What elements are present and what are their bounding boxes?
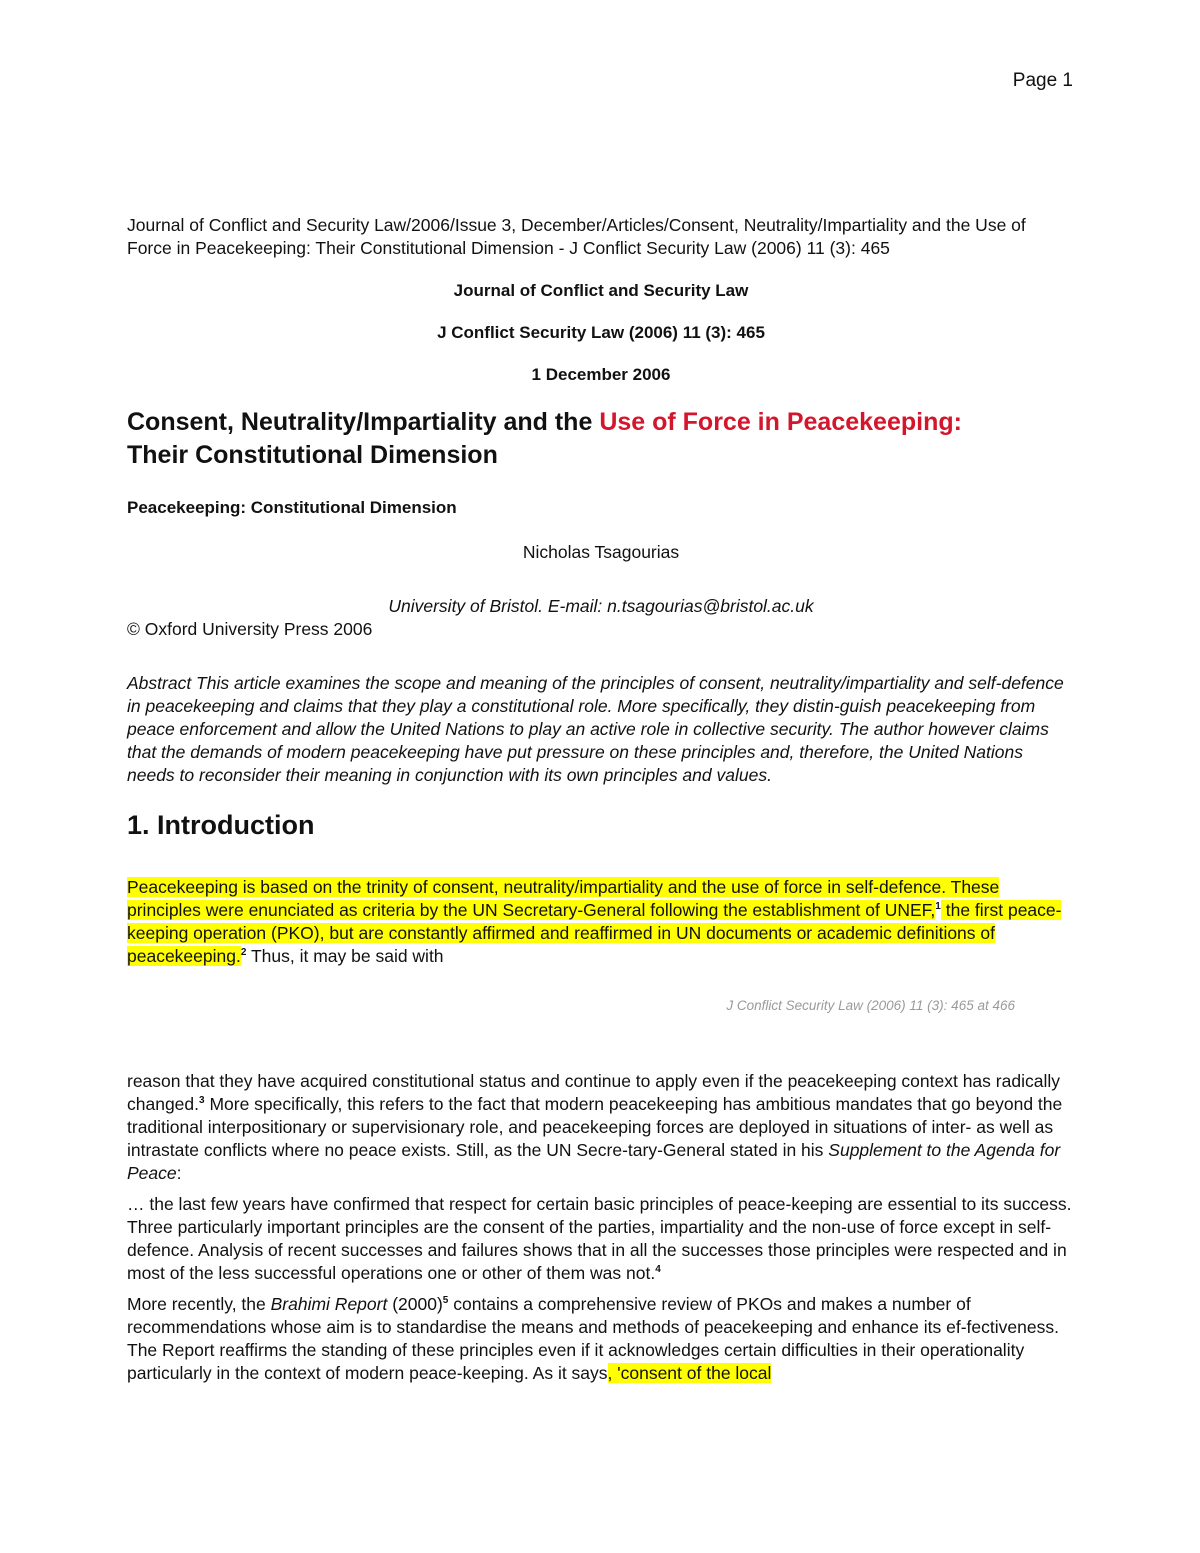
breadcrumb: Journal of Conflict and Security Law/2006/Issue 3, December/Articles/Consent, Neutrality/Impartiality and the Use of Force in Peacekeeping: Their Constitutional Dimension - J Conflict Security Law (2006) 11 (3): 465 — [127, 215, 1026, 258]
document-body — [127, 214, 1075, 1385]
quote-text: … the last few years have confirmed that respect for certain basic principles of peace-keeping are essential to its success. Three particularly important principles are the consent of the parties, impartiality and the non-use of force except in self-defence. Analysis of recent successes and failures shows that in all the successes those principles were respected and in most of the less successful operations one or other of them was not. — [127, 1194, 1072, 1283]
block-quote — [127, 1193, 1075, 1285]
running-head: J Conflict Security Law (2006) 11 (3): 465 at 466 — [726, 998, 1015, 1013]
abstract: Abstract This article examines the scope and meaning of the principles of consent, neutrality/impartiality and self-defence in peacekeeping and claims that they play a constitutional role. More specifically, they distin-guish peacekeeping from peace enforcement and allow the United Nations to play an active role in collective security. The author however claims that the demands of modern peacekeeping have put pressure on these principles and, therefore, the United Nations needs to reconsider their meaning in conjunction with its own principles and values. — [127, 673, 1064, 785]
para-text: reason that they have acquired constitutional status and continue to apply even if the peacekeeping context has radically changed. — [127, 1071, 1060, 1114]
highlighted-text: , 'consent of the local — [607, 1363, 772, 1383]
publication-date: 1 December 2006 — [531, 365, 671, 384]
title-highlight[interactable]: Use of Force in Peacekeeping: — [599, 408, 962, 436]
footnote-ref-1[interactable]: 1 — [935, 901, 941, 913]
footnote-ref-3[interactable]: 3 — [199, 1095, 205, 1107]
para-text: More recently, the — [127, 1294, 271, 1314]
footnote-ref-2[interactable]: 2 — [240, 947, 247, 959]
italic-title: Supplement to the Agenda for Peace — [127, 1140, 1061, 1183]
para-text: More specifically, this refers to the fact that modern peacekeeping has ambitious mandates that go beyond the traditional interpositionary or supervisionary role, and peacekeeping forces are deployed in situations of inter- as well as intrastate conflicts where no peace exists. Still, as the UN Secre-tary-General stated in his — [127, 1094, 1063, 1160]
footnote-ref-4[interactable]: 4 — [655, 1264, 661, 1276]
author-name: Nicholas Tsagourias — [522, 542, 680, 562]
title-part2: Their Constitutional Dimension — [127, 441, 498, 469]
italic-title: Brahimi Report — [270, 1294, 388, 1314]
title-part1: Consent, Neutrality/Impartiality and the — [127, 408, 600, 436]
footnote-ref-5[interactable]: 5 — [442, 1295, 449, 1307]
copyright: © Oxford University Press 2006 — [127, 619, 373, 639]
highlighted-text: Peacekeeping is based on the trinity of consent, neutrality/impartiality and the use of force in self-defence. These principles were enunciated as criteria by the UN Secretary-General following the establishment of UNEF, — [127, 877, 1000, 920]
page-number: Page 1 — [1012, 70, 1073, 91]
article-title — [127, 406, 1075, 472]
citation: J Conflict Security Law (2006) 11 (3): 465 — [437, 323, 765, 342]
highlighted-text: the first peace-keeping operation (PKO), but are constantly affirmed and reaffirmed in UN documents or academic definitions of peacekeeping. — [127, 900, 1062, 966]
para-text: contains a comprehensive review of PKOs and makes a number of recommendations whose aim is to standardise the means and methods of peacekeeping and enhance its ef-fectiveness. The Report reaffirms the standing of these principles even if it acknowledges certain difficulties in their operationality particularly in the context of modern peace-keeping. As it says — [127, 1294, 1059, 1383]
body-paragraph — [127, 1070, 1075, 1185]
para-text: (2000) — [387, 1294, 443, 1314]
body-paragraph — [127, 1293, 1075, 1385]
author-affiliation: University of Bristol. E-mail: n.tsagourias@bristol.ac.uk — [388, 596, 814, 616]
intro-paragraph — [127, 876, 1075, 968]
para-text: : — [176, 1163, 182, 1183]
short-title: Peacekeeping: Constitutional Dimension — [127, 498, 457, 517]
journal-name: Journal of Conflict and Security Law — [453, 281, 749, 300]
section-heading: 1. Introduction — [127, 810, 315, 840]
intro-tail: Thus, it may be said with — [246, 946, 444, 966]
